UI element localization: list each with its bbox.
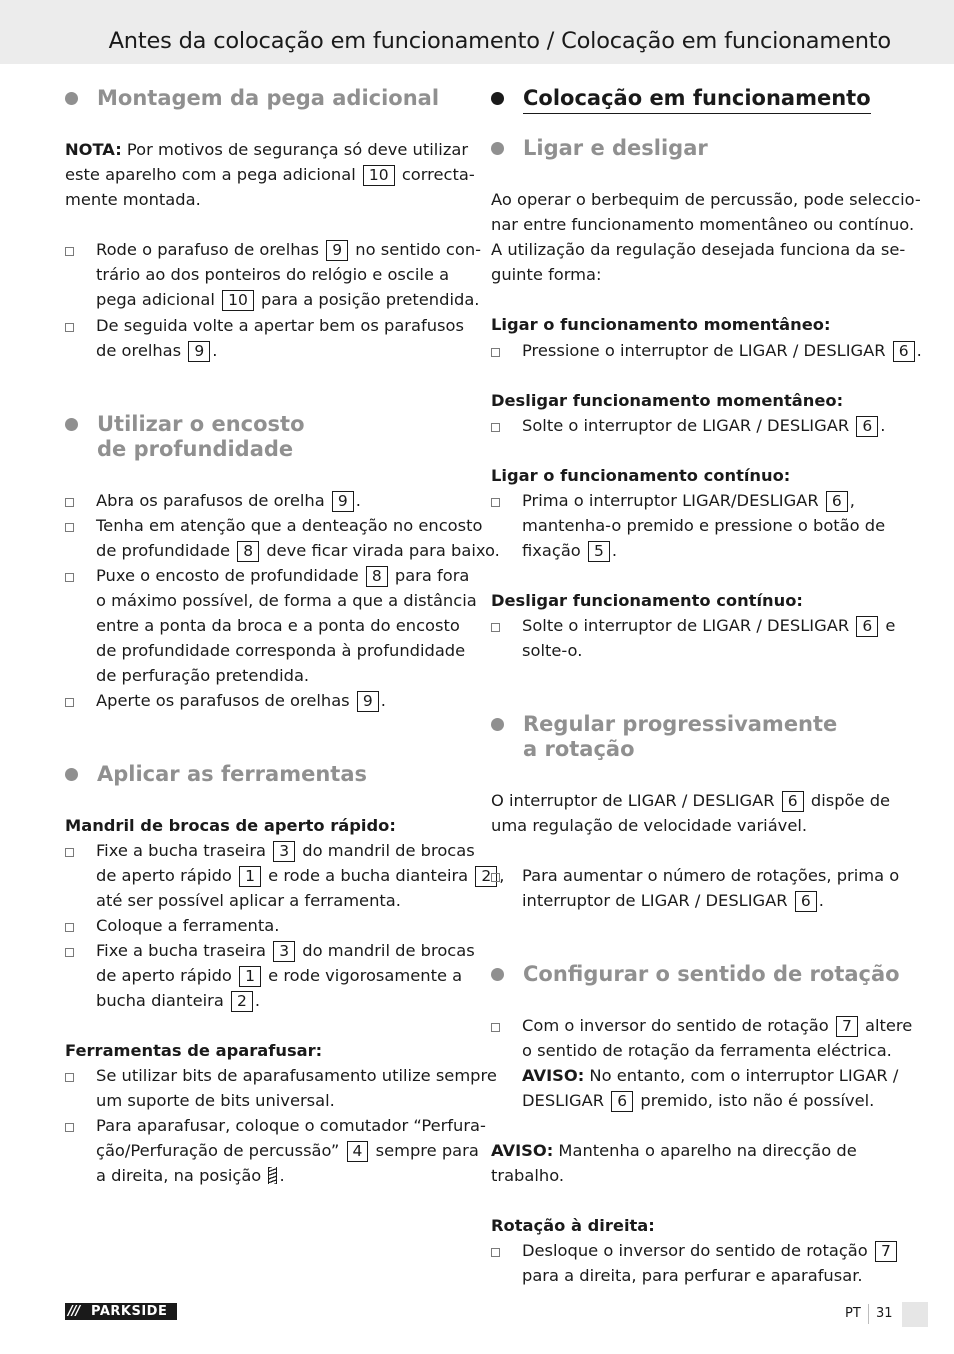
item-text: um suporte de bits universal.: [96, 1091, 335, 1110]
page-header: [0, 0, 954, 64]
heading-bullet: [65, 418, 78, 431]
part-number: 6: [795, 891, 817, 912]
heading-bullet: [491, 92, 504, 105]
para-line: uma regulação de velocidade variável.: [491, 816, 808, 835]
subheading: Ligar o funcionamento contínuo:: [491, 466, 791, 485]
text: e rode a bucha dianteira: [268, 866, 469, 885]
item-text: Se utilizar bits de aparafusamento utilize sempre: [96, 1066, 497, 1085]
text: altere: [865, 1016, 913, 1035]
item-text: Coloque a ferramenta.: [96, 916, 280, 935]
logo-stripes: ///: [68, 1304, 80, 1319]
part-number: 6: [826, 491, 848, 512]
heading-text: Aplicar as ferramentas: [97, 762, 367, 786]
item-text: [522, 613, 895, 638]
heading-text: Utilizar o encosto: [97, 412, 305, 436]
subheading: Desligar funcionamento contínuo:: [491, 591, 803, 610]
part-number: 10: [222, 290, 254, 311]
part-number: 1: [239, 966, 261, 987]
item-text: [522, 338, 922, 363]
checkbox-icon: [65, 573, 74, 582]
part-number: 8: [366, 566, 388, 587]
text: No entanto, com o interruptor LIGAR /: [589, 1066, 899, 1085]
text: .: [880, 416, 886, 435]
item-text: trário ao dos ponteiros do relógio e oscile a: [96, 265, 450, 284]
intro-line: A utilização da regulação desejada funciona da se-: [491, 240, 906, 259]
checkbox-icon: [491, 623, 500, 632]
checkbox-icon: [65, 698, 74, 707]
subheading-rotacao-direita: Rotação à direita:: [491, 1216, 655, 1235]
text: ,: [499, 866, 505, 885]
checkbox-icon: [491, 423, 500, 432]
item-text: entre a ponta da broca e a ponta do encosto: [96, 616, 460, 635]
warning-line: trabalho.: [491, 1166, 565, 1185]
subheading: Desligar funcionamento momentâneo:: [491, 391, 844, 410]
item-text: [522, 1088, 874, 1113]
part-number: 3: [273, 941, 295, 962]
part-number: 6: [856, 616, 878, 637]
item-text: [96, 488, 361, 513]
item-text: solte-o.: [522, 641, 583, 660]
text: .: [254, 991, 261, 1010]
item-text: [96, 863, 504, 888]
part-number: 6: [782, 791, 804, 812]
warning-label: AVISO:: [522, 1066, 585, 1085]
item-text: [96, 563, 469, 588]
item-text: Tenha em atenção que a denteação no encosto: [96, 516, 483, 535]
heading-bullet: [491, 718, 504, 731]
text: e: [885, 616, 896, 635]
item-text: até ser possível aplicar a ferramenta.: [96, 891, 401, 910]
item-text: De seguida volte a apertar bem os parafusos: [96, 316, 464, 335]
text: Rode o parafuso de orelhas: [96, 240, 320, 259]
heading-text: Montagem da pega adicional: [97, 86, 440, 110]
logo-text: PARKSIDE: [91, 1304, 168, 1319]
checkbox-icon: [491, 348, 500, 357]
part-number: 9: [357, 691, 379, 712]
checkbox-icon: [491, 1248, 500, 1257]
heading-bullet: [65, 92, 78, 105]
item-text: [522, 538, 617, 563]
checkbox-icon: [491, 873, 500, 882]
intro-line: guinte forma:: [491, 265, 602, 284]
part-number: 2: [231, 991, 253, 1012]
text: para fora: [394, 566, 470, 585]
text: de aperto rápido: [96, 866, 232, 885]
checkbox-icon: [65, 1123, 74, 1132]
footer-tab: [902, 1302, 928, 1327]
item-text: [522, 413, 885, 438]
text: interruptor de LIGAR / DESLIGAR: [522, 891, 788, 910]
note-line-3: mente montada.: [65, 190, 201, 209]
text: .: [818, 891, 824, 910]
item-text: [96, 338, 217, 363]
item-text: de profundidade corresponda à profundidade: [96, 641, 466, 660]
item-text: para a direita, para perfurar e aparafusar.: [522, 1266, 863, 1285]
text: Fixe a bucha traseira: [96, 941, 267, 960]
text: do mandril de brocas: [302, 841, 475, 860]
text: Fixe a bucha traseira: [96, 841, 267, 860]
part-number: 2: [475, 866, 497, 887]
text: premido, isto não é possível.: [640, 1091, 875, 1110]
text: no sentido con-: [355, 240, 482, 259]
item-text: [522, 1238, 899, 1263]
item-text: [96, 963, 462, 988]
text: Puxe o encosto de profundidade: [96, 566, 359, 585]
para-line: [491, 788, 890, 813]
text: do mandril de brocas: [302, 941, 475, 960]
item-text: de perfuração pretendida.: [96, 666, 310, 685]
item-text: Para aumentar o número de rotações, prima o: [522, 866, 900, 885]
item-text: [96, 538, 500, 563]
checkbox-icon: [491, 498, 500, 507]
text: .: [611, 541, 618, 560]
part-number: 9: [188, 341, 210, 362]
text: DESLIGAR: [522, 1091, 605, 1110]
text: Abra os parafusos de orelha: [96, 491, 325, 510]
part-number: 5: [588, 541, 610, 562]
item-text: [96, 287, 479, 312]
text: correcta-: [401, 165, 475, 184]
item-text: [96, 237, 481, 262]
item-text: [522, 1013, 912, 1038]
checkbox-icon: [491, 1023, 500, 1032]
checkbox-icon: [65, 498, 74, 507]
text: Mantenha o aparelho na direcção de: [558, 1141, 857, 1160]
heading-bullet: [65, 768, 78, 781]
item-text: [96, 988, 260, 1013]
part-number: 9: [332, 491, 354, 512]
screw-mode-icon: [268, 1167, 277, 1184]
text: Aperte os parafusos de orelhas: [96, 691, 350, 710]
subheading-aparafusar: Ferramentas de aparafusar:: [65, 1041, 323, 1060]
checkbox-icon: [65, 923, 74, 932]
text: e rode vigorosamente a: [268, 966, 463, 985]
text: ,: [849, 491, 855, 510]
part-number: 9: [326, 240, 348, 261]
note-line-1: [65, 137, 468, 162]
text: a direita, na posição: [96, 1166, 262, 1185]
heading-text: de profundidade: [97, 437, 294, 461]
text: dispõe de: [810, 791, 891, 810]
checkbox-icon: [65, 523, 74, 532]
text: este aparelho com a pega adicional: [65, 165, 356, 184]
parkside-logo: [65, 1303, 177, 1320]
heading-bullet: [491, 142, 504, 155]
part-number: 6: [893, 341, 915, 362]
item-text: [96, 938, 475, 963]
text: ção/Perfuração de percussão”: [96, 1141, 340, 1160]
part-number: 6: [611, 1091, 633, 1112]
heading-text: Colocação em funcionamento: [523, 86, 871, 114]
footer-divider: [868, 1304, 869, 1324]
text: O interruptor de LIGAR / DESLIGAR: [491, 791, 775, 810]
part-number: 7: [875, 1241, 897, 1262]
item-text: [96, 688, 386, 713]
text: Solte o interruptor de LIGAR / DESLIGAR: [522, 416, 850, 435]
text: Com o inversor do sentido de rotação: [522, 1016, 829, 1035]
language-code: PT: [845, 1306, 861, 1321]
subheading-mandril: Mandril de brocas de aperto rápido:: [65, 816, 396, 835]
intro-line: Ao operar o berbequim de percussão, pode seleccio-: [491, 190, 921, 209]
text: fixação: [522, 541, 581, 560]
text: Desloque o inversor do sentido de rotação: [522, 1241, 868, 1260]
item-text: [96, 838, 475, 863]
page-number: 31: [876, 1306, 893, 1321]
text: .: [279, 1166, 285, 1185]
text: .: [355, 491, 361, 510]
text: para a posição pretendida.: [261, 290, 480, 309]
text: .: [212, 341, 218, 360]
text: de orelhas: [96, 341, 182, 360]
item-text: Para aparafusar, coloque o comutador “Perfura-: [96, 1116, 486, 1135]
text: pega adicional: [96, 290, 215, 309]
item-text: [96, 1163, 285, 1188]
text: Solte o interruptor de LIGAR / DESLIGAR: [522, 616, 850, 635]
part-number: 6: [856, 416, 878, 437]
checkbox-icon: [65, 323, 74, 332]
checkbox-icon: [65, 948, 74, 957]
checkbox-icon: [65, 1073, 74, 1082]
text: .: [916, 341, 922, 360]
text: de aperto rápido: [96, 966, 232, 985]
checkbox-icon: [65, 848, 74, 857]
heading-text: Regular progressivamente: [523, 712, 838, 736]
warning-line: [491, 1138, 857, 1163]
part-number: 1: [239, 866, 261, 887]
item-text: [96, 1138, 479, 1163]
text: bucha dianteira: [96, 991, 224, 1010]
item-text: o sentido de rotação da ferramenta eléctrica.: [522, 1041, 892, 1060]
text: deve ficar virada para baixo.: [266, 541, 500, 560]
note-label: NOTA:: [65, 140, 122, 159]
part-number: 3: [273, 841, 295, 862]
part-number: 4: [347, 1141, 369, 1162]
item-text: [522, 488, 855, 513]
heading-text: Ligar e desligar: [523, 136, 708, 160]
heading-bullet: [491, 968, 504, 981]
intro-line: nar entre funcionamento momentâneo ou contínuo.: [491, 215, 915, 234]
note-line-2: [65, 162, 475, 187]
note-text: Por motivos de segurança só deve utilizar: [126, 140, 469, 159]
warning-label: AVISO:: [491, 1141, 554, 1160]
part-number: 8: [237, 541, 259, 562]
checkbox-icon: [65, 247, 74, 256]
heading-text: Configurar o sentido de rotação: [523, 962, 900, 986]
heading-text: a rotação: [523, 737, 635, 761]
item-text: o máximo possível, de forma a que a distância: [96, 591, 477, 610]
item-text: mantenha-o premido e pressione o botão de: [522, 516, 886, 535]
item-text: [522, 888, 824, 913]
text: de profundidade: [96, 541, 231, 560]
part-number: 7: [836, 1016, 858, 1037]
text: sempre para: [375, 1141, 479, 1160]
text: Prima o interruptor LIGAR/DESLIGAR: [522, 491, 819, 510]
part-number: 10: [363, 165, 395, 186]
text: .: [380, 691, 386, 710]
text: Pressione o interruptor de LIGAR / DESLIGAR: [522, 341, 886, 360]
subheading: Ligar o funcionamento momentâneo:: [491, 315, 831, 334]
page-title: Antes da colocação em funcionamento / Colocação em funcionamento: [108, 28, 891, 54]
item-text: [522, 1063, 898, 1088]
